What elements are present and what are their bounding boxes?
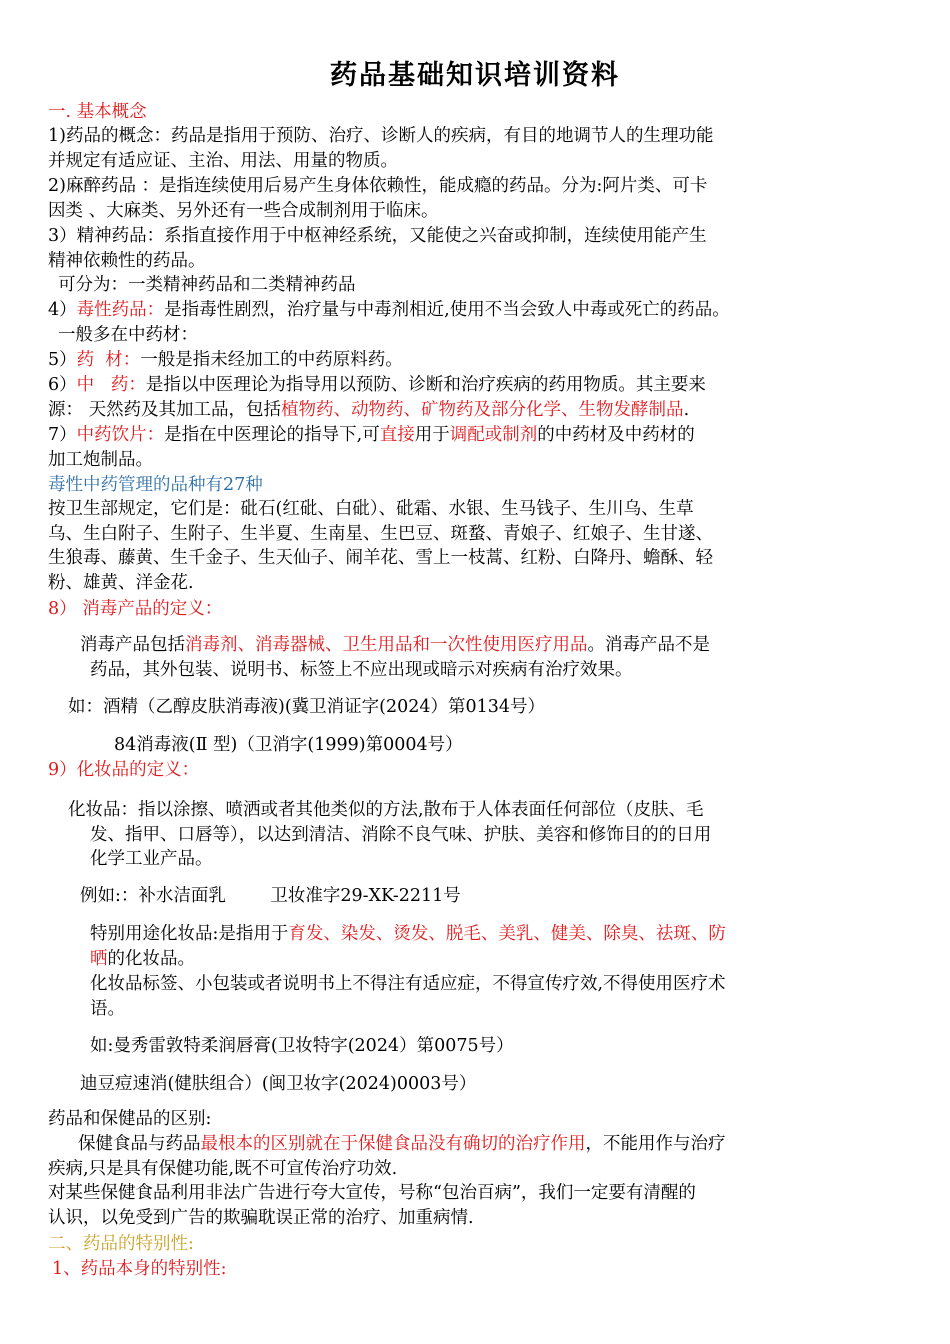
text-line (48, 423, 908, 448)
text-line (90, 947, 910, 972)
item-number: 5） (48, 350, 77, 370)
paragraph-narcotic-drugs (48, 174, 908, 223)
item-number: 7） (48, 425, 77, 445)
item-number: 4） (48, 300, 77, 320)
example-acne-treatment: 迪豆痘速消(健肤组合）(闽卫妆字(2024)0003号） (80, 1074, 477, 1094)
highlight-sunscreen: 晒 (90, 948, 108, 969)
text-line: 发、指甲、口唇等），以达到清洁、消除不良气味、护肤、美容和修饰目的的日用 (90, 824, 712, 845)
paragraph-cosmetics-definition (68, 798, 898, 872)
text-span: 。消毒产品不是 (587, 635, 710, 655)
heading-toxic-tcm-varieties: 毒性中药管理的品种有27种 (48, 475, 263, 495)
text-line: 药品，其外包装、说明书、标签上不应出现或暗示对疾病有治疗效果。 (90, 659, 633, 680)
text-line: 加工炮制品。 (48, 449, 153, 470)
example-lip-balm: 如:曼秀雷敦特柔润唇膏(卫妆特字(2024）第0075号） (90, 1036, 514, 1056)
text-line: 语。 (90, 998, 125, 1019)
paragraph-special-cosmetics (90, 922, 910, 971)
page-title: 药品基础知识培训资料 (330, 60, 620, 91)
heading-cosmetics: 9）化妆品的定义： (48, 760, 200, 780)
text-line (48, 398, 908, 423)
text-span: 是指在中医理论的指导下,可 (164, 425, 380, 445)
text-span: ，不能用作与治疗 (585, 1134, 726, 1154)
heading-disinfection-products: 8） 消毒产品的定义： (48, 599, 223, 619)
text-line: 3）精神药品：系指直接作用于中枢神经系统，又能使之兴奋或抑制，连续使用能产生 (48, 226, 707, 246)
paragraph-tcm (48, 373, 908, 422)
text-line: 并规定有适应证、主治、用法、用量的物质。 (48, 150, 398, 171)
paragraph-medicinal-materials (48, 348, 908, 373)
text-line: 2)麻醉药品 ：是指连续使用后易产生身体依赖性，能成瘾的药品。分为:阿片类、可卡 (48, 176, 708, 196)
text-span: 的中药材及中药材的 (537, 425, 695, 445)
text-span: 保健食品与药品 (78, 1134, 201, 1154)
text-line: 化学工业产品。 (90, 849, 213, 869)
text-line (48, 373, 908, 398)
highlight-disinfection-types: 消毒剂、消毒器械、卫生用品和一次性使用医疗用品 (185, 635, 588, 655)
text-line (90, 922, 910, 947)
paragraph-toxic-drugs (48, 298, 928, 347)
text-span: 用于 (414, 425, 450, 445)
example-alcohol-disinfectant: 如：酒精（乙醇皮肤消毒液)(冀卫消证字(2024）第0134号） (68, 697, 546, 717)
text-line: 对某些保健食品利用非法广告进行夸大宣传，号称“包治百病”，我们一定要有清醒的 (48, 1183, 696, 1203)
paragraph-disinfection-definition (80, 633, 900, 682)
subheading-drug-itself-particularity: 1、药品本身的特别性: (52, 1259, 227, 1279)
highlight-sources: 植物药、动物药、矿物药及部分化学、生物发酵制品 (281, 399, 684, 420)
text-line: 精神依赖性的药品。 (48, 250, 206, 271)
item-number: 6） (48, 375, 77, 395)
text-line: 因类 、大麻类、另外还有一些合成制剂用于临床。 (48, 200, 439, 221)
highlight-direct: 直接 (379, 425, 415, 445)
highlight-special-uses: 育发、染发、烫发、脱毛、美乳、健美、除臭、祛斑、防 (288, 924, 726, 944)
text-line: 乌、生白附子、生附子、生半夏、生南星、生巴豆、斑蝥、青娘子、红娘子、生甘遂、 (48, 523, 713, 544)
text-line: 生狼毒、藤黄、生千金子、生天仙子、闹羊花、雪上一枝蒿、红粉、白降丹、蟾酥、轻 (48, 548, 713, 568)
term-tcm: 中 药： (76, 375, 146, 395)
section-heading-basic-concepts: 一. 基本概念 (48, 102, 147, 122)
term-decoction-pieces: 中药饮片： (76, 425, 165, 445)
highlight-fundamental-difference: 最根本的区别就在于保健食品没有确切的治疗作用 (200, 1134, 586, 1154)
highlight-dispense: 调配或制剂 (449, 425, 538, 445)
example-84-disinfectant: 84消毒液(Ⅱ 型)（卫消字(1999)第0004号） (114, 735, 463, 755)
text-line: 一般多在中药材： (58, 324, 198, 345)
paragraph-cosmetics-labeling (90, 972, 910, 1021)
example-cleanser: 例如:：补水洁面乳 卫妆准字29-XK-2211号 (80, 886, 461, 906)
text-line: 粉、雄黄、洋金花. (48, 572, 194, 593)
heading-drug-vs-health-food: 药品和保健品的区别: (48, 1109, 212, 1129)
text-span: 消毒产品包括 (80, 635, 185, 655)
text-line: 可分为：一类精神药品和二类精神药品 (58, 275, 356, 295)
text-span: 源： 天然药及其加工品，包括 (48, 399, 282, 420)
paragraph-drug-vs-health-food (48, 1132, 908, 1230)
text-line: 按卫生部规定，它们是：砒石(红砒、白砒）、砒霜、水银、生马钱子、生川乌、生草 (48, 499, 694, 519)
text-line: 认识，以免受到广告的欺骗耽误正常的治疗、加重病情. (48, 1207, 474, 1228)
text-span: 的化妆品。 (107, 948, 195, 969)
section-heading-drug-particularity: 二、药品的特别性: (48, 1234, 194, 1254)
term-medicinal-materials: 药 材： (76, 350, 141, 370)
text-line (48, 1132, 908, 1157)
text-span: . (683, 399, 690, 420)
term-definition: 一般是指未经加工的中药原料药。 (140, 350, 403, 370)
text-line: 疾病,只是具有保健功能,既不可宣传治疗功效. (48, 1158, 398, 1179)
paragraph-toxic-tcm-list (48, 497, 918, 595)
term-definition: 是指以中医理论为指导用以预防、诊断和治疗疾病的药用物质。其主要来 (145, 375, 706, 395)
paragraph-drug-concept (48, 124, 908, 173)
text-line: 化妆品：指以涂擦、喷洒或者其他类似的方法,散布于人体表面任何部位（皮肤、毛 (68, 800, 704, 820)
text-line: 化妆品标签、小包装或者说明书上不得注有适应症，不得宣传疗效,不得使用医疗术 (90, 974, 726, 994)
term-toxic-drugs: 毒性药品： (76, 300, 165, 320)
text-span: 特别用途化妆品:是指用于 (90, 924, 289, 944)
text-line (48, 348, 908, 373)
paragraph-decoction-pieces (48, 423, 908, 472)
paragraph-psychotropic-drugs (48, 224, 908, 298)
text-line (48, 298, 928, 323)
text-line (80, 633, 900, 658)
term-definition: 是指毒性剧烈，治疗量与中毒剂相近,使用不当会致人中毒或死亡的药品。 (164, 300, 730, 320)
text-line: 1)药品的概念：药品是指用于预防、治疗、诊断人的疾病，有目的地调节人的生理功能 (48, 126, 714, 146)
